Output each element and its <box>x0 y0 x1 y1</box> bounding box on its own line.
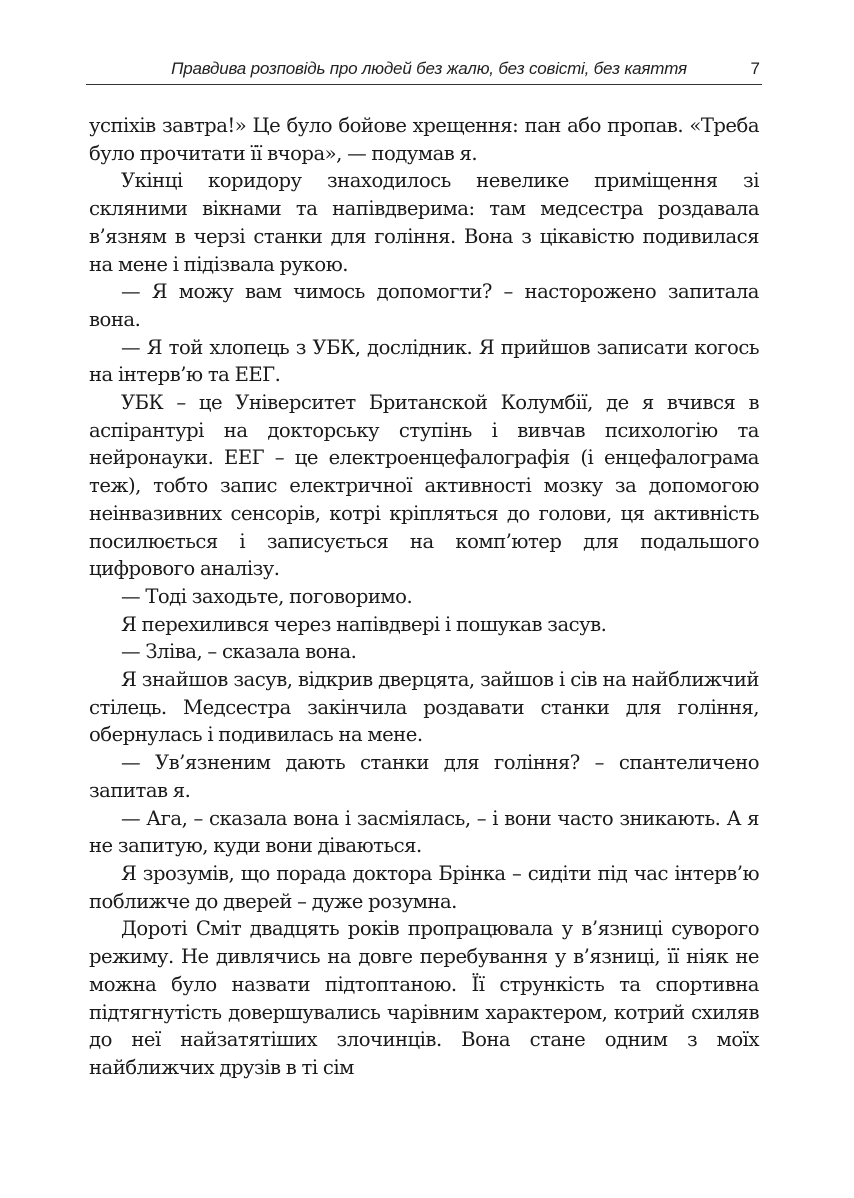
paragraph: Я зрозумів, що порада доктора Брінка – сидіти під час інтерв’ю поближче до дверей – дуже розумна. <box>89 861 759 913</box>
paragraph: УБК – це Університет Британской Колумбії, де я вчився в аспірантурі на докторську ступінь і вивчав психологію та нейронауки. ЕЕГ – це електроенцефалографія (і енцефалограма теж), тобто запис електричної активності мозку за допомогою неінвазивних сенсорів, котрі кріпляться до голови, ця активність посилюється і записується на комп’ютер для подальшого цифрового аналізу. <box>89 391 759 581</box>
paragraph: Я знайшов засув, відкрив дверцята, зайшов і сів на найближчий стілець. Медсестра закінчила роздавати станки для гоління, обернулась і подивилась на мене. <box>89 668 759 747</box>
paragraph: успіхів завтра!» Це було бойове хрещення: пан або пропав. «Треба було прочитати її вчора», — подумав я. <box>89 114 759 165</box>
dialogue-line: — Я можу вам чимось допомогти? – насторожено запитала вона. <box>89 280 759 331</box>
dialogue-line: — Тоді заходьте, поговоримо. <box>121 584 413 608</box>
paragraph: Укінці коридору знаходилось невелике приміщення зі скляними вікнами та напівдверима: там медсестра роздавала в’язням в черзі станки для гоління. Вона з цікавістю подивилася на мене і підізвала рукою. <box>89 169 759 276</box>
running-header-title: Правдива розповідь про людей без жалю, без совісті, без каяття <box>171 59 687 78</box>
dialogue-line: — Ув’язненим дають станки для гоління? – спантеличено запитав я. <box>89 751 759 802</box>
body-text <box>89 112 759 1082</box>
page-number: 7 <box>750 59 760 78</box>
running-header <box>86 58 762 85</box>
paragraph: Я перехилився через напівдвері і пошукав засув. <box>121 612 607 636</box>
paragraph: Дороті Сміт двадцять років пропрацювала у в’язниці суворого режиму. Не дивлячись на довге перебування у в’язниці, її ніяк не можна було назвати підтоптаною. Її стрункість та спортивна підтягнутість довершувались чарівним характером, котрий схиляв до неї найзатятіших злочинців. Вона стане одним з моїх найближчих друзів в ті сім <box>89 917 759 1079</box>
dialogue-line: — Ага, – сказала вона і засміялась, – і вони часто зникають. А я не запитую, куди вони діваються. <box>89 806 759 858</box>
dialogue-line: — Зліва, – сказала вона. <box>121 640 357 664</box>
dialogue-line: — Я той хлопець з УБК, дослідник. Я прийшов записати когось на інтерв’ю та ЕЕГ. <box>89 335 759 387</box>
